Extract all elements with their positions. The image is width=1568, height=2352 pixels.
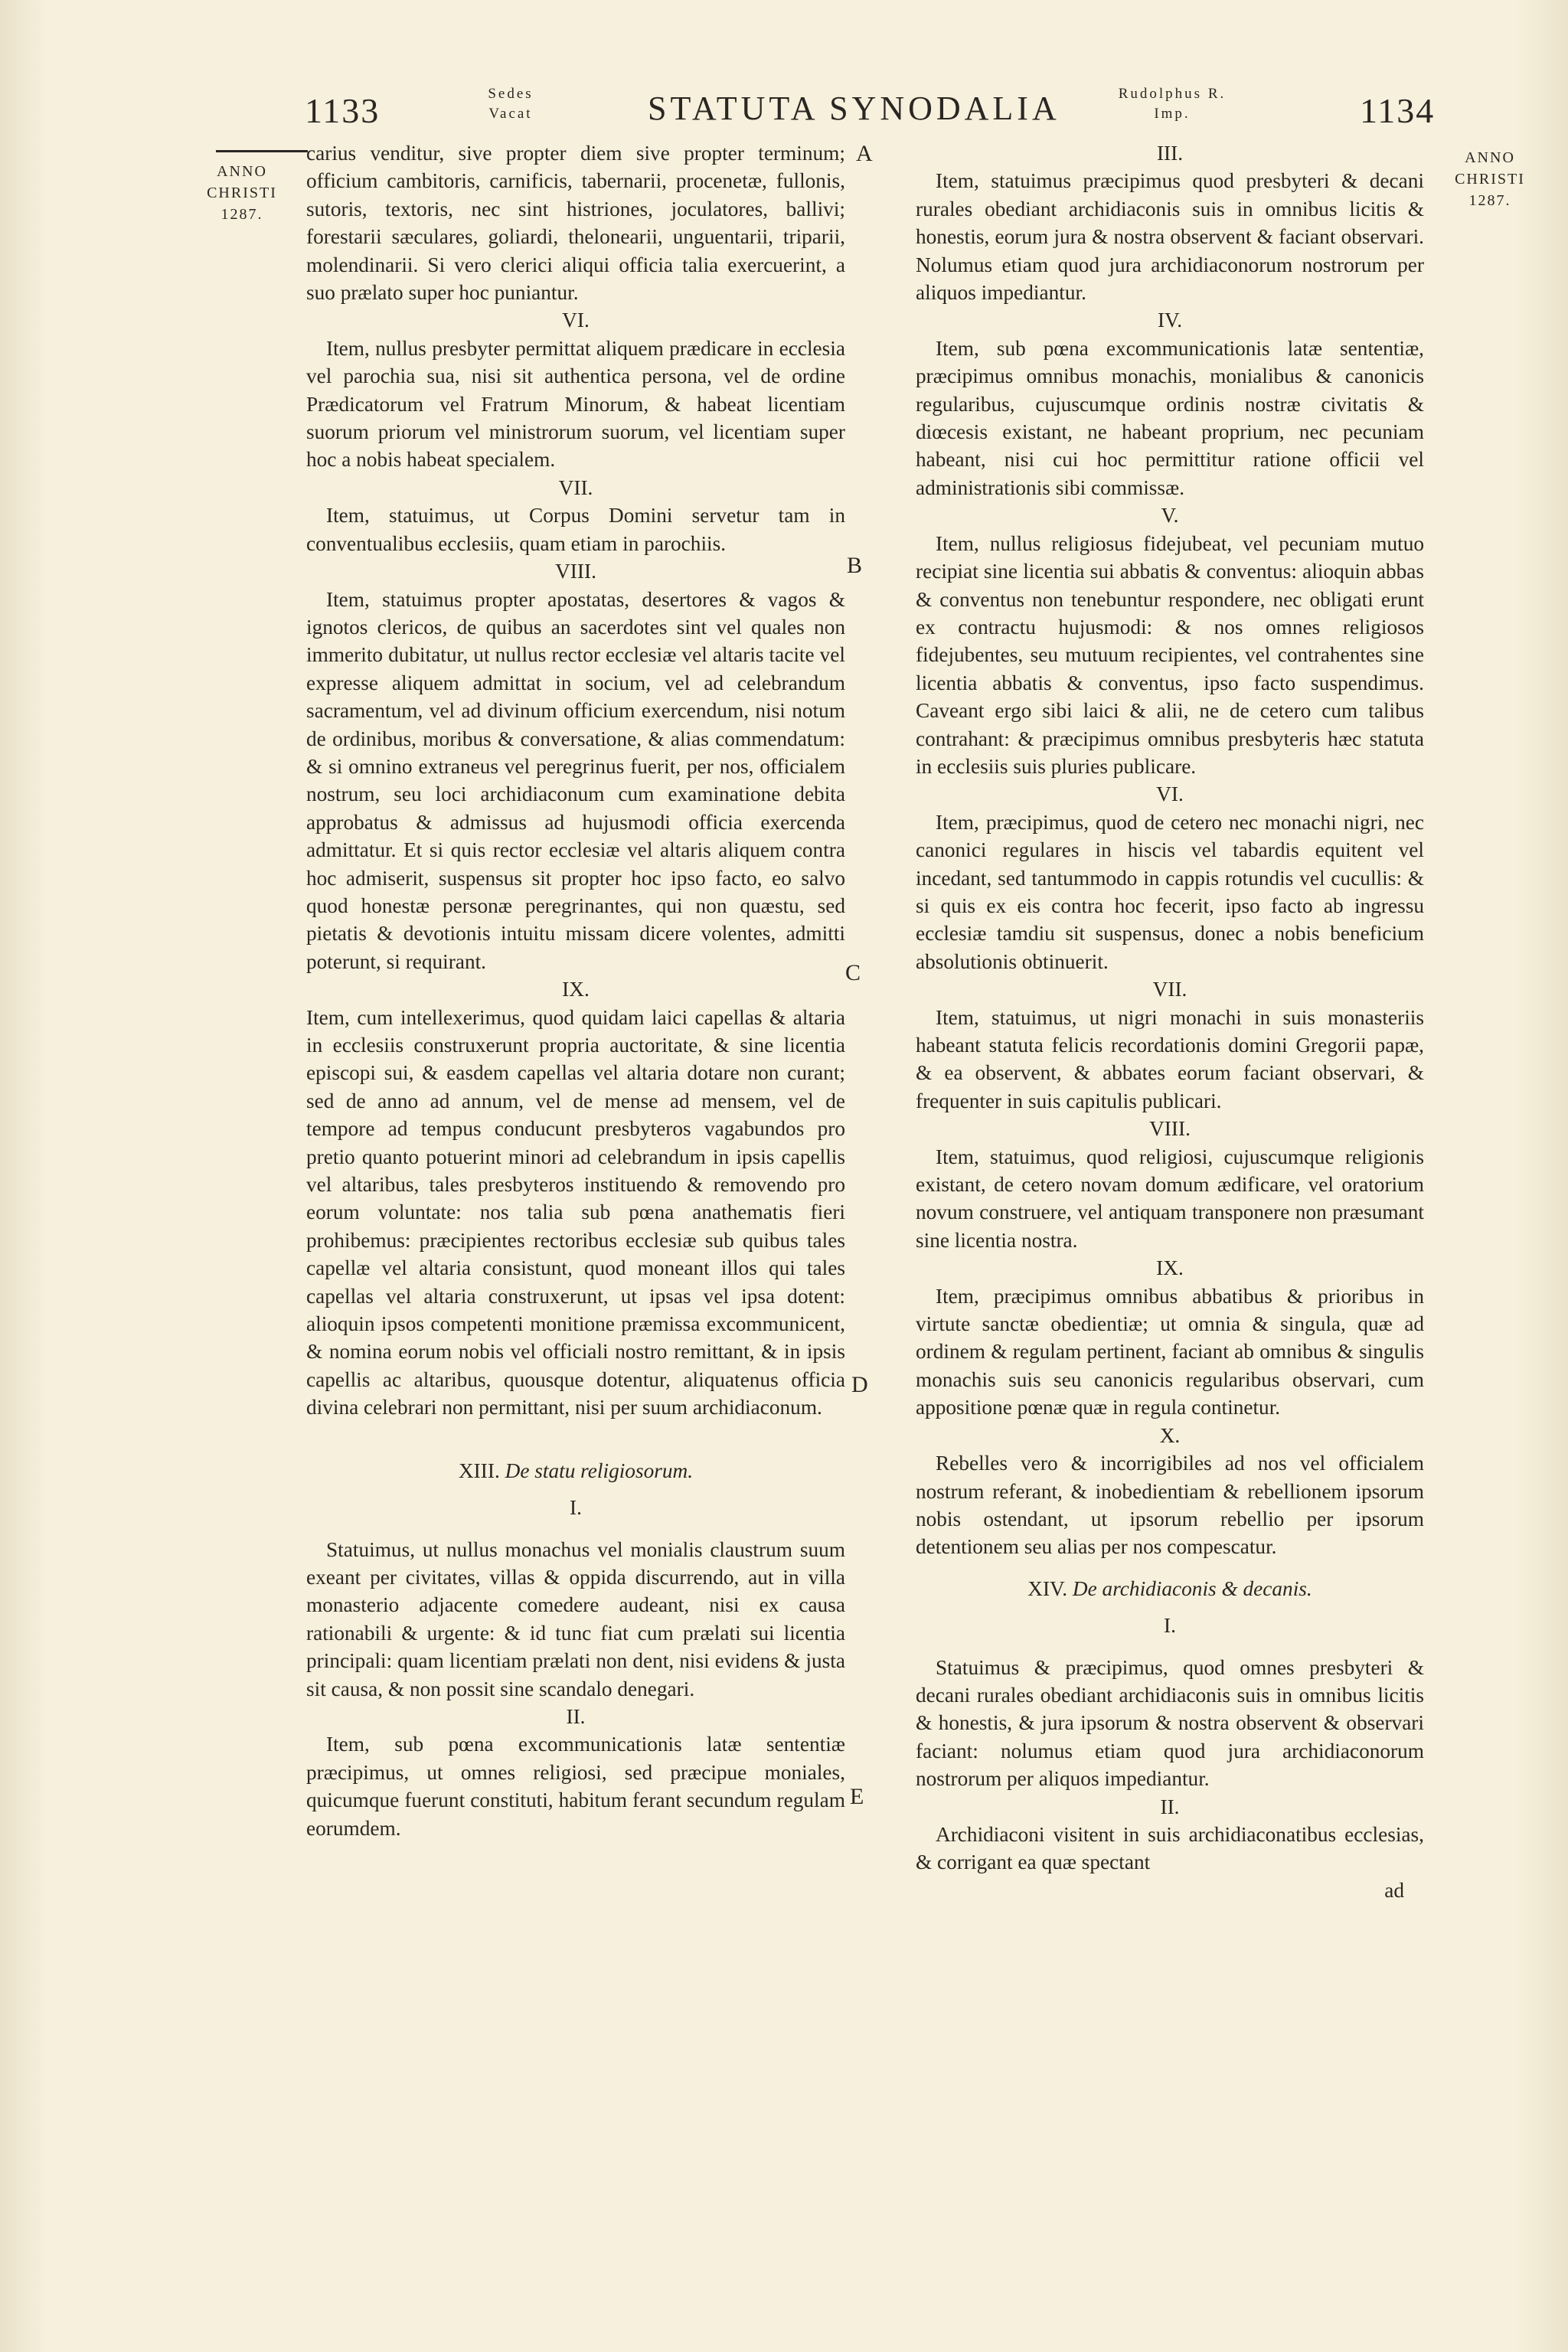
section-number: III. — [1156, 142, 1184, 165]
spacer — [916, 1640, 1424, 1654]
paragraph: Item, statuimus præcipimus quod presbyteri & decani rurales obediant archidiaconis suis in omnibus licitis & honestis, eorum jura & nostra observent & faciant observari. Nolumus etiam quod jura archidiaconorum nostrorum per aliquos impediantur. — [916, 169, 1424, 305]
spacer — [306, 1422, 845, 1443]
paragraph: Item, præcipimus, quod de cetero nec monachi nigri, nec canonici regulares in hiscis vel tabardis equitent vel incedant, sed tantummodo in cappis rotundis vel cucullis: & si quis ex eis contra hoc fecerit, ipso facto ab ingressu ecclesiæ tamdiu sit suspensus, donec a nobis beneficium absolutionis obtinuerit. — [916, 810, 1424, 973]
paragraph: Statuimus, ut nullus monachus vel monialis claustrum suum exeant per civitates, villas & oppida discurrendo, aut in villa monasterio adjacente comedere audeant, nisi ex causa rationabili & urgente: & id tunc fiat cum prælati sui licentia principali: quam licentiam prælati non dent, nisi evidens & justa sit causa, & non possit sine scandalo denegari. — [306, 1537, 845, 1700]
section-number: IX. — [1156, 1256, 1184, 1280]
paragraph: Archidiaconi visitent in suis archidiaconatibus ecclesias, & corrigant ea quæ spectant — [916, 1822, 1424, 1874]
right-running-head — [1092, 84, 1253, 124]
catchword: ad — [1384, 1878, 1404, 1902]
spacer — [306, 1522, 845, 1536]
section-number: VIII. — [555, 560, 596, 583]
section-number: X. — [1159, 1423, 1181, 1447]
marginal-letter-b: B — [847, 553, 863, 578]
paragraph: Item, statuimus, quod religiosi, cujuscumque religionis existant, de cetero novam domum ædificare, vel oratorium novum construere, vel antiquam transponere non præsumant sine licentia nostra. — [916, 1145, 1424, 1252]
section-number: VII. — [558, 475, 593, 499]
paragraph: Item, sub pœna excommunicationis latæ sententiæ præcipimus, ut omnes religiosi, sed præcipue moniales, quicumque fuerunt constituti, habitum ferant secundum regulam eorumdem. — [306, 1733, 845, 1840]
section-number: I. — [1164, 1614, 1176, 1638]
chapter-number: XIII. — [458, 1459, 500, 1482]
paragraph: Statuimus & præcipimus, quod omnes presbyteri & decani rurales obediant archidiaconis suis in omnibus licitis & honestis, & jura ipsorum & nostra observent & observari faciant: nolumus etiam quod jura archidiaconorum nostrorum per aliquos impediantur. — [916, 1655, 1424, 1791]
paragraph: Item, statuimus, ut Corpus Domini servetur tam in conventualibus ecclesiis, quam etiam in parochiis. — [306, 504, 845, 555]
chapter-heading — [916, 1575, 1424, 1602]
paragraph: Rebelles vero & incorrigibiles ad nos vel officialem nostrum referant, & inobedientiam & rebellionem ipsorum nobis ostendant, ut ipsorum rebellio per ipsorum detentionem seu alias per nos compescatur. — [916, 1452, 1424, 1559]
chapter-number: XIV. — [1027, 1576, 1068, 1600]
chapter-title: De archidiaconis & decanis. — [1072, 1576, 1312, 1600]
running-head-line: Imp. — [1154, 106, 1191, 122]
paragraph: Item, statuimus, ut nigri monachi in suis monasteriis habeant statuta felicis recordationis domini Gregorii papæ, & ea observent, & abbates eorum faciant observari, & frequenter in suis capitulis publicari. — [916, 1005, 1424, 1112]
paragraph: Item, statuimus propter apostatas, desertores & vagos & ignotos clericos, de quibus an sacerdotes sint vel quales non immerito dubitatur, ut nullus rector ecclesiæ vel altaris tacite vel expresse aliquem admittat in socium, vel ad celebrandum sacramentum, vel ad divinum officium exercendum, nisi notum de ordinibus, moribus & conversatione, & alias commendatum: & si omnino extraneus vel peregrinus fuerit, per nos, officialem nostrum, seu loci archidiaconum cum examinatione debita approbatus & admissus ad hujusmodi officia exercenda admittatur. Et si quis rector ecclesiæ vel altaris aliquem contra hoc admiserit, suspensus sit propter hoc ipso facto, eo salvo quod honestæ personæ peregrinantes, qui non quæstu, sed pietatis & devotionis intuitu missam dicere volentes, admitti poterunt, si requirant. — [306, 587, 845, 973]
paragraph: carius venditur, sive propter diem sive propter terminum; officium cambitoris, carnificis, tabernarii, procenetæ, fullonis, sutoris, textoris, nec sint histriones, joculatores, ballivi; forestarii sæculares, goliardi, thelonearii, unguentarii, triparii, molendinarii. Si vero clerici aliqui officia talia exercuerint, a suo prælato super hoc puniantur. — [306, 142, 845, 305]
chapter-title: De statu religiosorum. — [505, 1459, 694, 1482]
section-number: I. — [570, 1496, 582, 1520]
paragraph: Item, nullus presbyter permittat aliquem prædicare in ecclesia vel parochia sua, nisi sit authentica persona, vel de ordine Prædicatorum vel Fratrum Minorum, & habeat licentiam suorum priorum vel ministrorum suorum, vel licentiam super hoc a nobis habeat specialem. — [306, 336, 845, 472]
page-title: STATUTA SYNODALIA — [648, 90, 1060, 127]
margin-note-right — [1446, 147, 1534, 211]
left-page-number: 1133 — [305, 91, 381, 130]
right-column — [916, 139, 1424, 1904]
marginal-letter-e: E — [850, 1784, 864, 1809]
margin-rule — [216, 150, 308, 152]
paragraph: Item, præcipimus omnibus abbatibus & prioribus in virtute sanctæ obedientiæ; ut omnia & singula, quæ ad ordinem & regulam pertinent, faciant ab omnibus & singulis monachis suis seu canonicis regularibus observari, cum appositione pœnæ quæ in regula continetur. — [916, 1284, 1424, 1419]
margin-note-line: 1287. — [1468, 192, 1511, 209]
paragraph: Item, nullus religiosus fidejubeat, vel pecuniam mutuo recipiat sine licentia sui abbatis & conventus: alioquin abbas & conventus non tenebuntur respondere, nec obligati erunt ex contractu hujusmodi: & nos omnes religiosos fidejubentes, seu mutuum recipientes, vel contrahentes sine licentia abbatis & conventus, ipso facto suspendimus. Caveant ergo sibi laici & alii, ne de cetero cum talibus contrahant: & præcipimus omnibus presbyteris hæc statuta in ecclesiis suis pluries publicare. — [916, 531, 1424, 778]
paragraph: Item, sub pœna excommunicationis latæ sententiæ, præcipimus omnibus monachis, monialibus & canonicis regularibus, cujuscumque ordinis nostræ civitatis & diœcesis existant, ne habeant proprium, nec pecuniam habeant, nisi cui hoc permittitur ratione officii vel administrationis sibi commissæ. — [916, 336, 1424, 499]
chapter-heading — [306, 1457, 845, 1485]
section-number: VI. — [1156, 782, 1184, 806]
margin-note-left — [196, 161, 288, 225]
section-number: IX. — [562, 978, 590, 1001]
marginal-letter-c: C — [845, 960, 861, 985]
margin-note-line: 1287. — [220, 206, 263, 223]
margin-note-line: CHRISTI — [207, 185, 277, 201]
section-number: V. — [1161, 504, 1179, 528]
section-number: VI. — [562, 309, 590, 332]
section-number: IV. — [1157, 309, 1183, 332]
section-number: VII. — [1152, 978, 1187, 1001]
margin-note-line: ANNO — [1465, 149, 1515, 166]
left-column — [306, 139, 845, 1842]
left-running-head — [469, 84, 553, 124]
margin-note-line: ANNO — [217, 163, 267, 180]
section-number: II. — [1160, 1795, 1180, 1818]
paragraph: Item, cum intellexerimus, quod quidam laici capellas & altaria in ecclesiis construxerunt propria auctoritate, & sine licentia episcopi sui, & easdem capellas vel altaria dotare non curant; sed de anno ad annum, vel de mense ad mensem, vel de tempore ad tempus conducunt presbyteros vagabundos pro pretio quanto potuerint minori ad celebrandum in ipsis capellis vel altaribus, tales presbyteros instituendo & removendo pro eorum voluntate: nos talia sub pœna anathematis fieri prohibemus: præcipientes rectoribus ecclesiæ sub quibus tales capellæ vel altaria consistunt, quod moneant illos qui tales capellas vel altaria construxerunt, ut ipsas vel ipsa dotent: alioquin ipsos competenti monitione præmissa excommunicent, & nomina eorum nobis vel officiali nostro remittant, & in ipsis capellis ac altaribus, quousque dotentur, aliquatenus officia divina celebrari non permittant, nisi per suum archidiaconum. — [306, 1005, 845, 1419]
section-number: VIII. — [1149, 1117, 1191, 1141]
right-page-number: 1134 — [1360, 91, 1436, 130]
marginal-letter-d: D — [851, 1372, 868, 1397]
section-number: II. — [566, 1704, 586, 1728]
running-head-line: Sedes — [488, 86, 534, 102]
marginal-letter-a: A — [856, 141, 873, 166]
running-head-line: Rudolphus R. — [1118, 86, 1227, 102]
running-head-line: Vacat — [488, 106, 533, 122]
margin-note-line: CHRISTI — [1455, 171, 1525, 188]
